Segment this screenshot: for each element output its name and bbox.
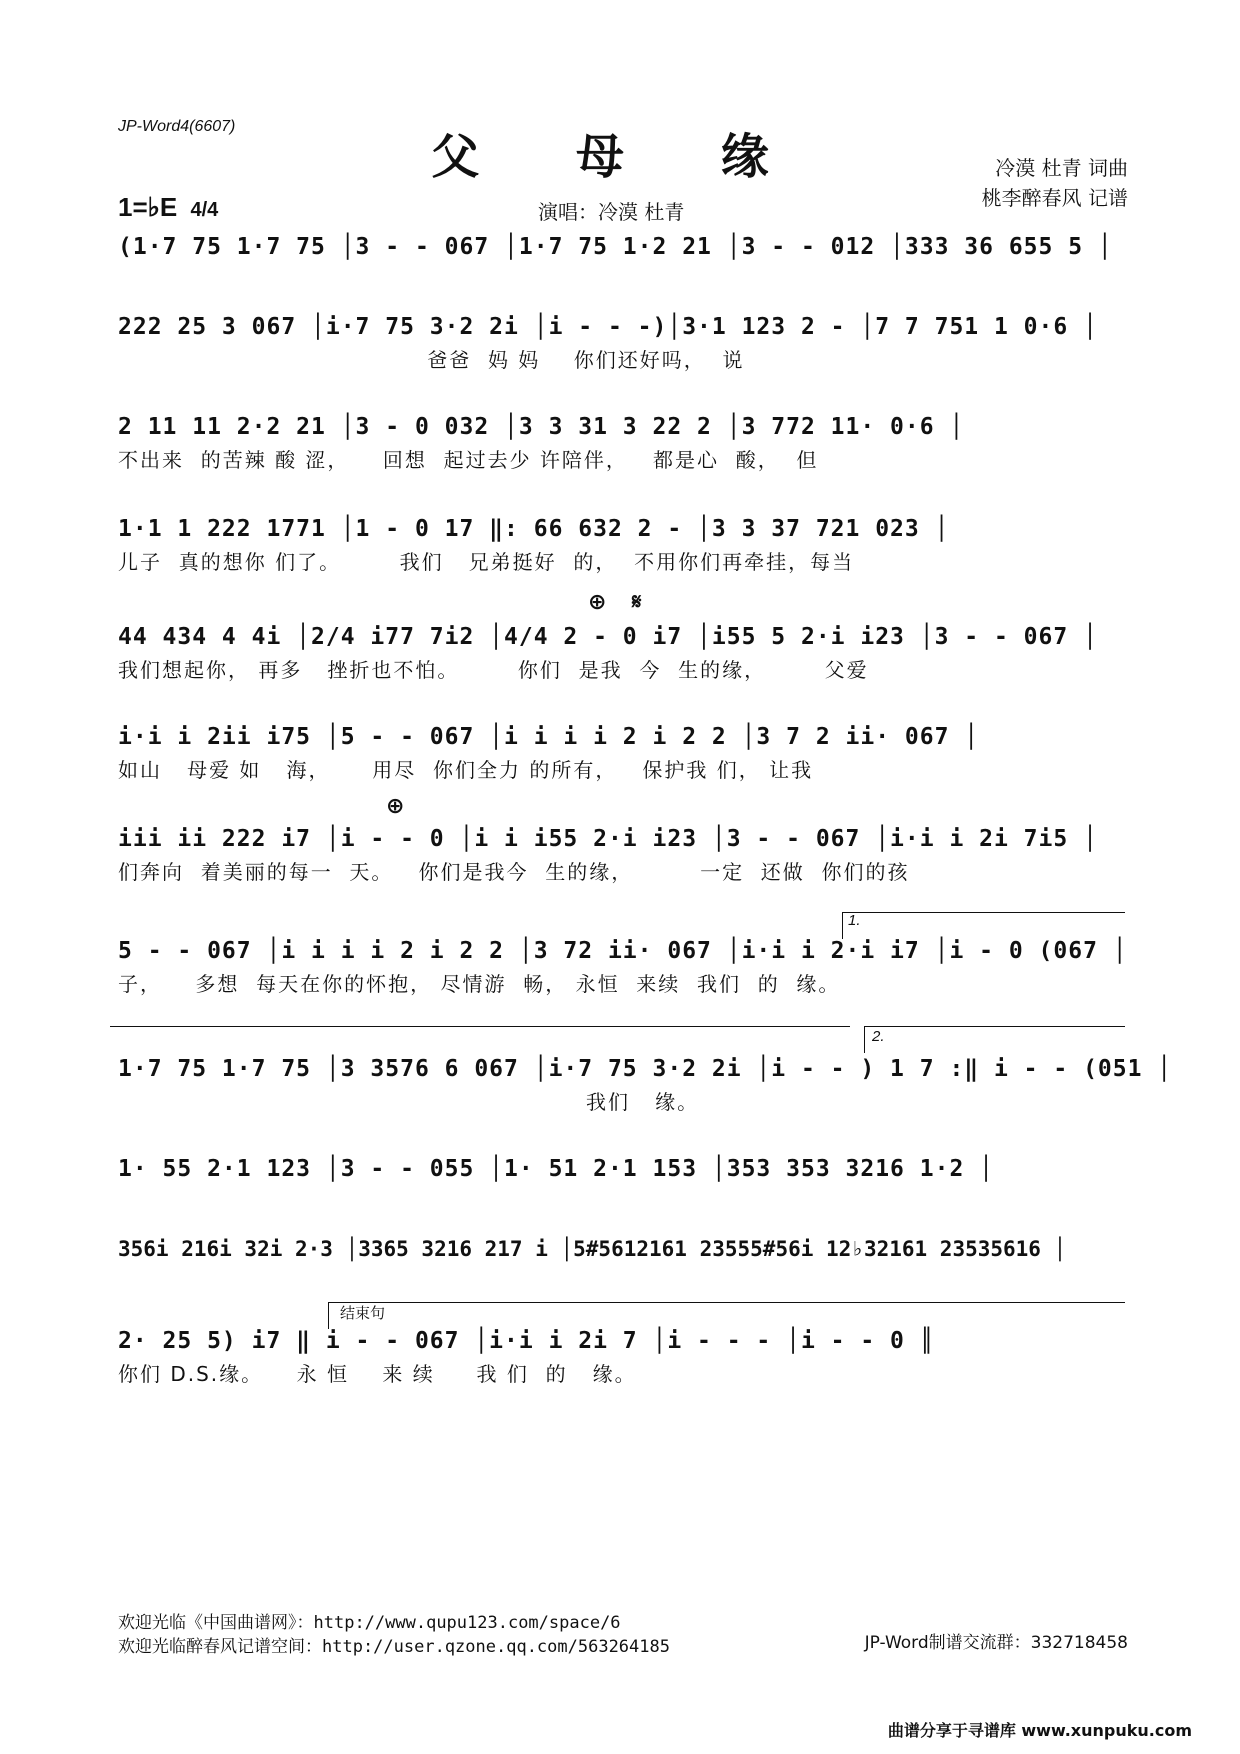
- transcriber: 桃李醉春风 记谱: [981, 186, 1128, 210]
- software-label: JP-Word4(6607): [118, 118, 236, 135]
- lyricist-composer: 冷漠 杜青 词曲: [995, 156, 1128, 180]
- second-ending-bracket: [864, 1026, 1125, 1053]
- notes-line: 2 11 11 2·2 21 │3 - 0 032 │3 3 31 3 22 2 │3 772 11· 0·6 │: [118, 414, 965, 440]
- notes-line: 5 - - 067 │i i i i 2 i 2 2 │3 72 ii· 067 │i·i i 2·i i7 │i - 0 (067 │: [118, 938, 1128, 964]
- footer-link-qzone[interactable]: 欢迎光临醉春风记谱空间：http://user.qzone.qq.com/563264185: [118, 1637, 670, 1657]
- notes-line: 1·7 75 1·7 75 │3 3576 6 067 │i·7 75 3·2 2i │i - - ) 1 7 :‖ i - - (051 │: [118, 1056, 1173, 1082]
- lyrics-line: 们奔向 着美丽的每一 天。 你们是我今 生的缘， 一定 还做 你们的孩: [118, 860, 910, 884]
- lyrics-line: 如山 母爱 如 海， 用尽 你们全力 的所有， 保护我 们， 让我: [118, 758, 814, 782]
- time-signature: 4/4: [190, 199, 219, 221]
- notes-line: iii ii 222 i7 │i - - 0 │i i i55 2·i i23 │3 - - 067 │i·i i 2i 7i5 │: [118, 826, 1098, 852]
- notes-line: 1· 55 2·1 123 │3 - - 055 │1· 51 2·1 153 │353 353 3216 1·2 │: [118, 1156, 994, 1182]
- first-ending-label: 1.: [848, 912, 861, 929]
- lyrics-line: 你们 D.S.缘。 永 恒 来 续 我 们 的 缘。: [118, 1362, 637, 1386]
- singer: 演唱：冷漠 杜青: [538, 200, 685, 224]
- lyrics-line: 我们 缘。: [118, 1090, 700, 1114]
- first-ending-bracket: [842, 912, 1125, 939]
- first-ending-bracket-cont: [110, 1026, 850, 1053]
- notes-line: 356i 216i 32i 2·3 │3365 3216 217 i │5#5612161 23555#56i 12♭32161 23535616 │: [118, 1237, 1067, 1261]
- song-title: 父 母 缘: [431, 129, 809, 185]
- lyrics-line: 爸爸 妈 妈 你们还好吗， 说: [118, 348, 745, 372]
- lyrics-line: 子， 多想 每天在你的怀抱， 尽情游 畅， 永恒 来续 我们 的 缘。: [118, 972, 841, 996]
- coda-bracket: [328, 1302, 1125, 1329]
- lyrics-line: 我们想起你， 再多 挫折也不怕。 你们 是我 今 生的缘， 父爱: [118, 658, 869, 682]
- segno-sign: 𝄋: [632, 590, 642, 615]
- notes-line: i·i i 2ii i75 │5 - - 067 │i i i i 2 i 2 2 │3 7 2 ii· 067 │: [118, 724, 980, 750]
- coda-label: 结束句: [340, 1305, 386, 1322]
- coda-sign: ⊕: [386, 794, 405, 819]
- notes-line: 2· 25 5) i7 ‖ i - - 067 │i·i i 2i 7 │i - - - │i - - 0 ║: [118, 1328, 935, 1354]
- footer-link-qupu[interactable]: 欢迎光临《中国曲谱网》：http://www.qupu123.com/space/6: [118, 1613, 621, 1633]
- notes-line: 1·1 1 222 1771 │1 - 0 17 ‖: 66 632 2 - │3 3 37 721 023 │: [118, 516, 950, 542]
- lyrics-line: 儿子 真的想你 们了。 我们 兄弟挺好 的， 不用你们再牵挂，每当: [118, 550, 855, 574]
- key-label: 1=♭E: [118, 192, 178, 222]
- notes-line: 44 434 4 4i │2/4 i77 7i2 │4/4 2 - 0 i7 │i55 5 2·i i23 │3 - - 067 │: [118, 624, 1098, 650]
- notes-line: (1·7 75 1·7 75 │3 - - 067 │1·7 75 1·2 21 │3 - - 012 │333 36 655 5 │: [118, 234, 1113, 260]
- lyrics-line: 不出来 的苦辣 酸 涩， 回想 起过去少 许陪伴， 都是心 酸， 但: [118, 448, 819, 472]
- key-signature: [118, 192, 218, 223]
- footer-group: JP-Word制谱交流群：332718458: [864, 1633, 1128, 1653]
- watermark: 曲谱分享于寻谱库 www.xunpuku.com: [887, 1721, 1192, 1740]
- coda-sign: ⊕: [588, 590, 607, 615]
- second-ending-label: 2.: [872, 1028, 885, 1045]
- notes-line: 222 25 3 067 │i·7 75 3·2 2i │i - - -)│3·1 123 2 - │7 7 751 1 0·6 │: [118, 314, 1098, 340]
